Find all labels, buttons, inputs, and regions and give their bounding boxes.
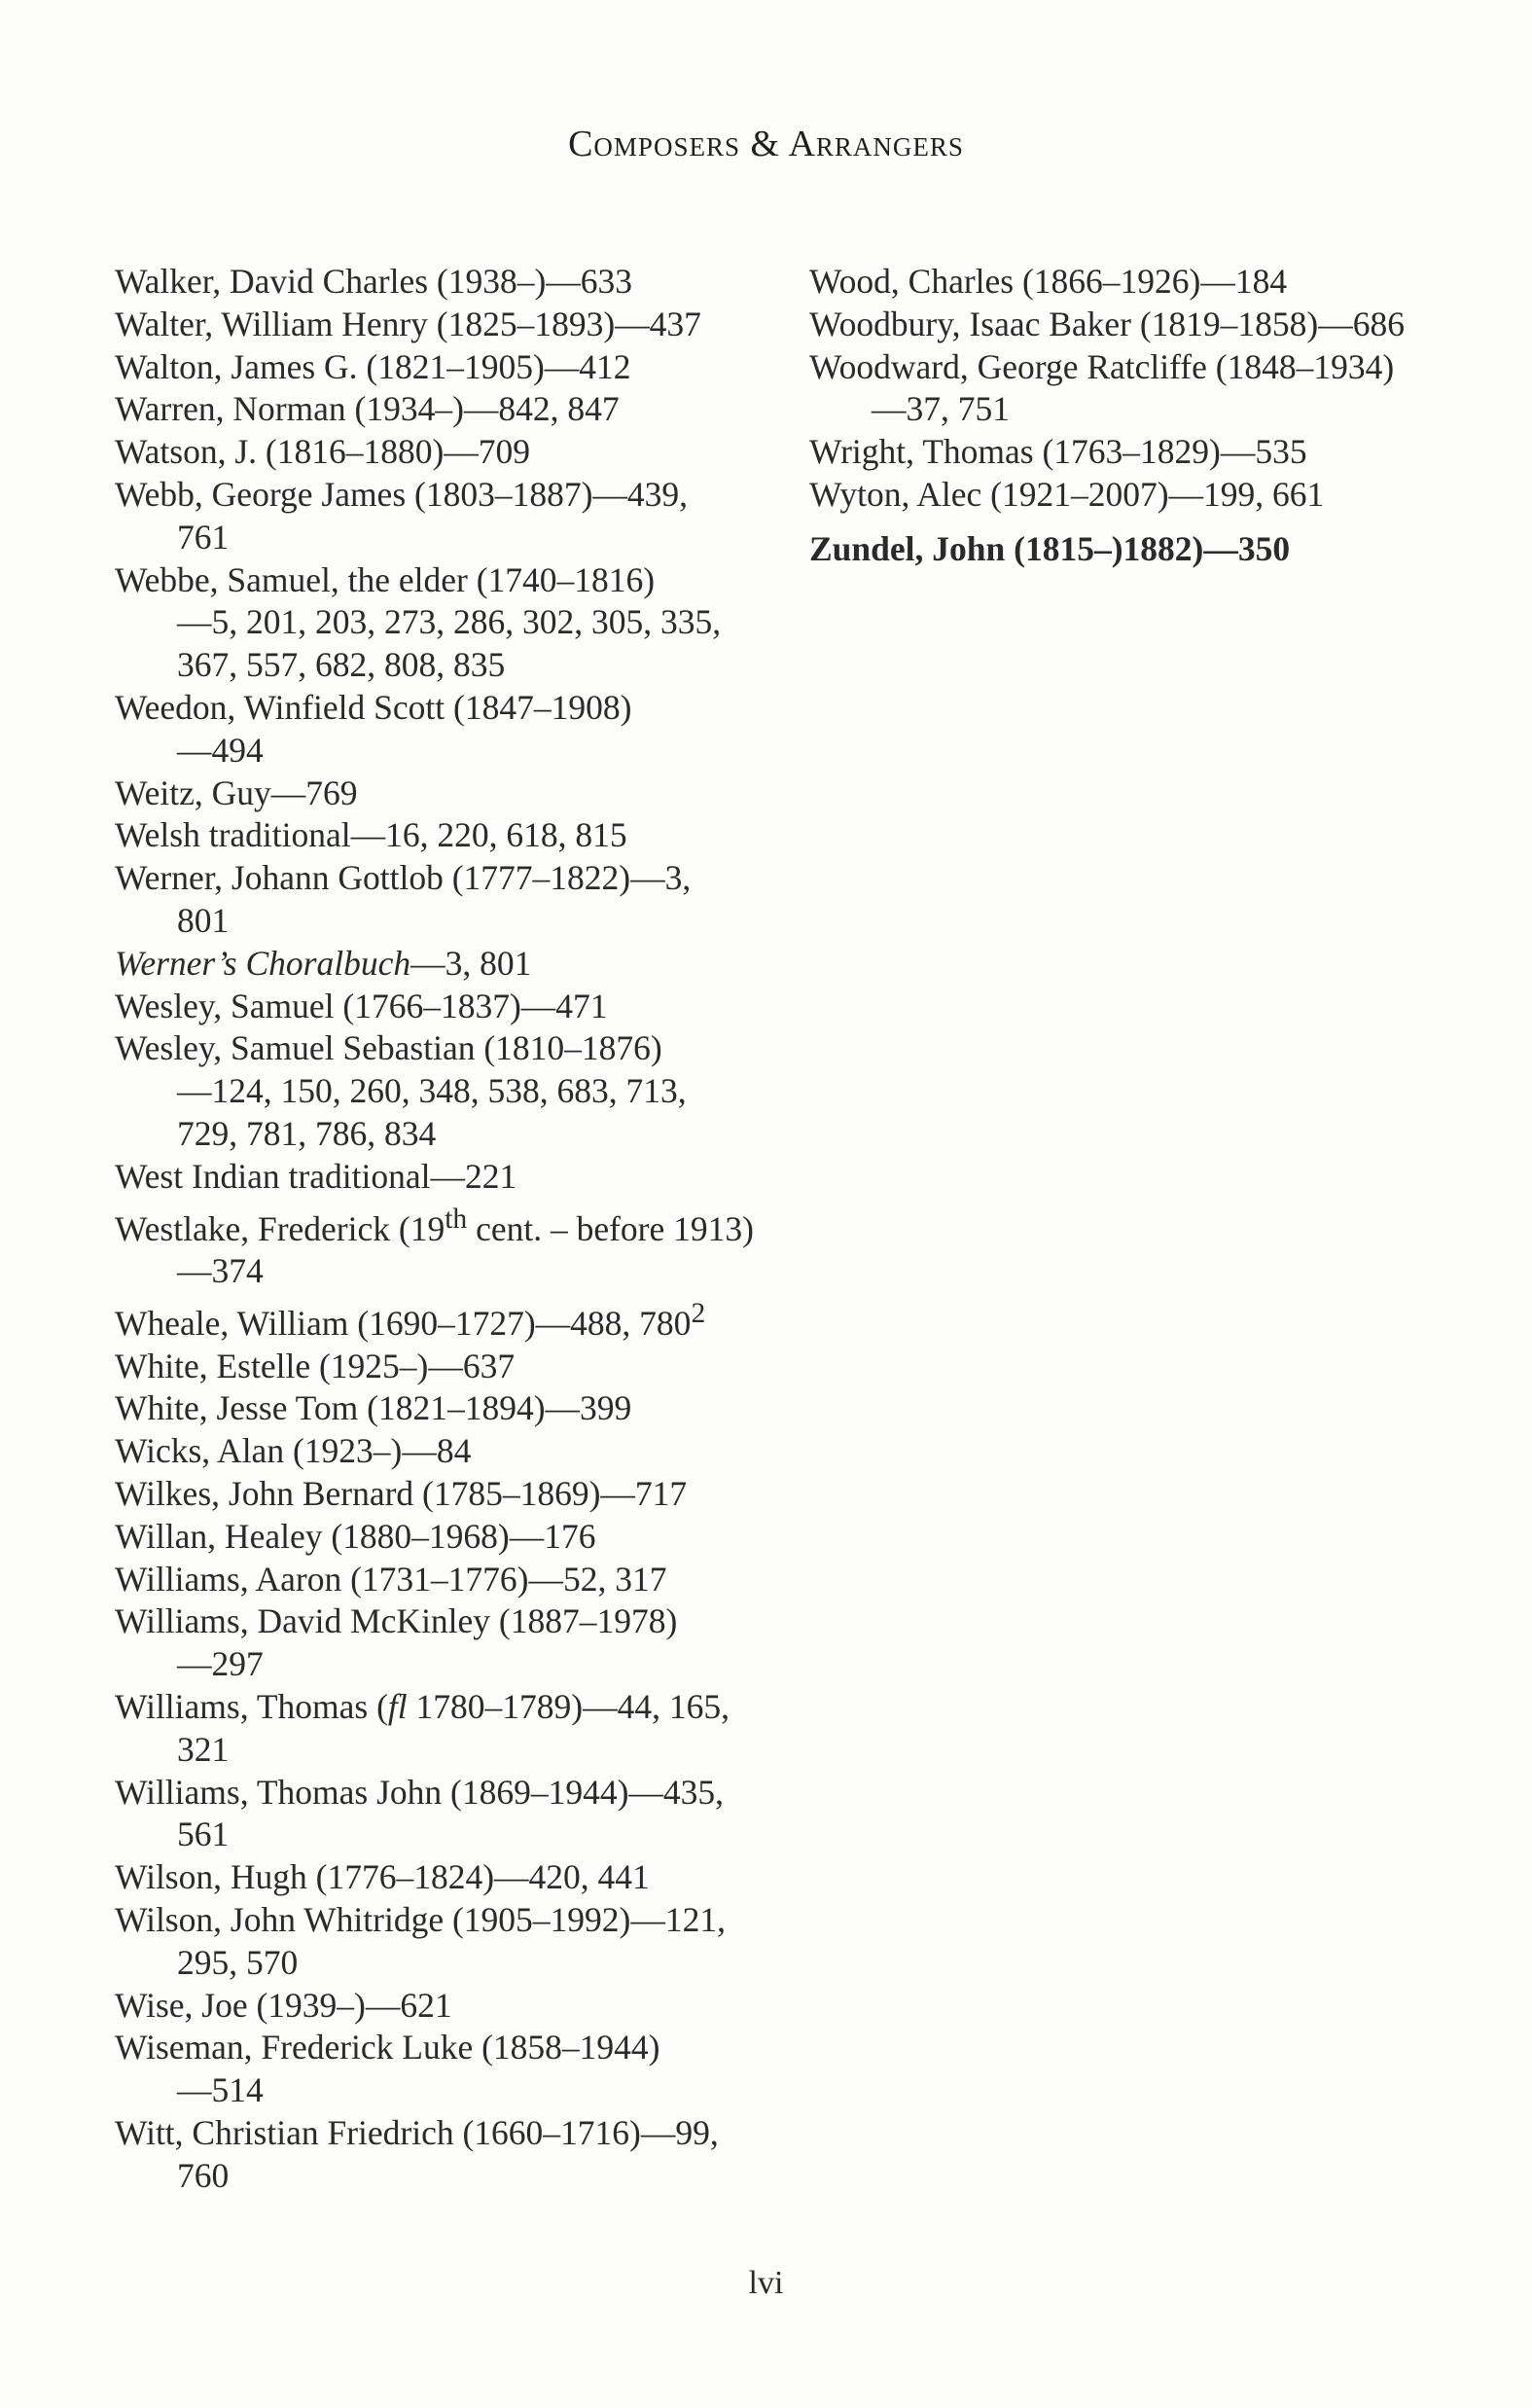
index-entry bbox=[115, 1199, 815, 1293]
entry-text: cent. – before 1913) —374 bbox=[177, 1208, 754, 1291]
index-entry bbox=[115, 1686, 815, 1772]
index-entry: Walter, William Henry (1825–1893)—437 bbox=[115, 304, 701, 343]
index-entry: Wicks, Alan (1923–)—84 bbox=[115, 1431, 472, 1471]
index-entry: Wise, Joe (1939–)—621 bbox=[115, 1985, 452, 2025]
index-entry: Willan, Healey (1880–1968)—176 bbox=[115, 1516, 596, 1556]
index-entry: Woodward, George Ratcliffe (1848–1934) —37, 751 bbox=[809, 346, 1395, 429]
index-entry: Wright, Thomas (1763–1829)—535 bbox=[809, 432, 1307, 472]
index-entry: Wyton, Alec (1921–2007)—199, 661 bbox=[809, 474, 1325, 514]
entry-text: 1780–1789)—44, 165, 321 bbox=[177, 1686, 730, 1769]
index-entry: Werner, Johann Gottlob (1777–1822)—3, 801 bbox=[115, 858, 692, 940]
entry-text: —3, 801 bbox=[410, 943, 532, 983]
entry-italic-text: Werner’s Choralbuch bbox=[115, 943, 411, 983]
entry-text: Wheale, William (1690–1727)—488, 780 bbox=[115, 1303, 692, 1343]
index-entry bbox=[115, 943, 815, 986]
entry-text: Williams, Thomas ( bbox=[115, 1686, 388, 1726]
index-entry: Webbe, Samuel, the elder (1740–1816) —5, 201, 203, 273, 286, 302, 305, 335, 367, 557, 682, 808, 835 bbox=[115, 559, 722, 685]
entry-text: Westlake, Frederick (19 bbox=[115, 1208, 445, 1248]
index-entry: Wesley, Samuel (1766–1837)—471 bbox=[115, 986, 608, 1025]
index-entry bbox=[115, 1293, 815, 1346]
page-number: lvi bbox=[748, 2265, 784, 2301]
index-entry: Wiseman, Frederick Luke (1858–1944) —514 bbox=[115, 2028, 660, 2110]
index-entry: Williams, Aaron (1731–1776)—52, 317 bbox=[115, 1559, 667, 1599]
index-entry: Wilkes, John Bernard (1785–1869)—717 bbox=[115, 1473, 688, 1513]
index-entry: White, Estelle (1925–)—637 bbox=[115, 1346, 516, 1385]
index-entry: Williams, David McKinley (1887–1978) —297 bbox=[115, 1601, 678, 1684]
index-entry: West Indian traditional—221 bbox=[115, 1156, 517, 1196]
index-entry: Witt, Christian Friedrich (1660–1716)—99, 760 bbox=[115, 2112, 719, 2195]
entry-superscript: 2 bbox=[691, 1297, 706, 1329]
index-entry: Walker, David Charles (1938–)—633 bbox=[115, 262, 633, 301]
index-entry: Weitz, Guy—769 bbox=[115, 773, 358, 812]
index-entry: Welsh traditional—16, 220, 618, 815 bbox=[115, 815, 627, 855]
index-column-left bbox=[115, 261, 815, 2198]
index-entry: Warren, Norman (1934–)—842, 847 bbox=[115, 389, 620, 429]
index-entry: Webb, George James (1803–1887)—439, 761 bbox=[115, 474, 689, 557]
index-entry: Wilson, Hugh (1776–1824)—420, 441 bbox=[115, 1857, 650, 1897]
index-entry: Weedon, Winfield Scott (1847–1908) —494 bbox=[115, 687, 632, 770]
index-entry: Wood, Charles (1866–1926)—184 bbox=[809, 262, 1288, 301]
index-entry: Wilson, John Whitridge (1905–1992)—121, 295, 570 bbox=[115, 1899, 726, 1982]
index-entry: Williams, Thomas John (1869–1944)—435, 561 bbox=[115, 1772, 725, 1854]
index-column-right bbox=[809, 261, 1490, 571]
entry-superscript: th bbox=[445, 1203, 468, 1235]
index-entry: Woodbury, Isaac Baker (1819–1858)—686 bbox=[809, 304, 1405, 343]
index-entry: Watson, J. (1816–1880)—709 bbox=[115, 432, 531, 472]
index-entry: Zundel, John (1815–)1882)—350 bbox=[809, 528, 1291, 568]
index-entry: Wesley, Samuel Sebastian (1810–1876) —124, 150, 260, 348, 538, 683, 713, 729, 781, 786, 834 bbox=[115, 1028, 687, 1153]
index-entry: White, Jesse Tom (1821–1894)—399 bbox=[115, 1388, 632, 1428]
index-entry: Walton, James G. (1821–1905)—412 bbox=[115, 346, 631, 386]
page-title: Composers & Arrangers bbox=[568, 124, 964, 164]
entry-italic-text: fl bbox=[387, 1686, 408, 1726]
